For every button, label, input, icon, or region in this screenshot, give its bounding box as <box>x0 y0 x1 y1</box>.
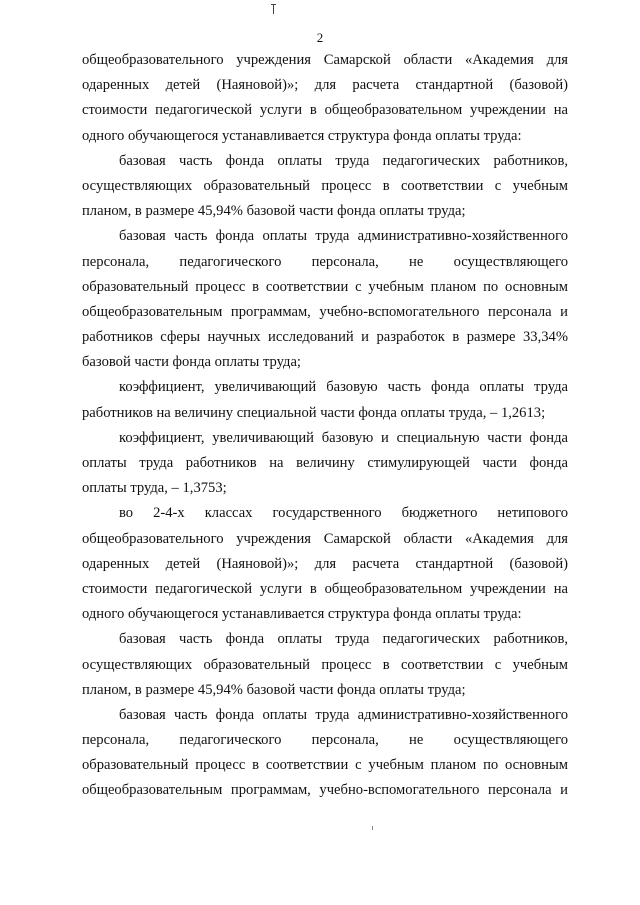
text-line: планом, в размере 45,94% базовой части фонда оплаты труда; <box>82 203 466 220</box>
text-line: общеобразовательным программам, учебно-вспомогательного персонала и <box>82 303 568 320</box>
scan-speck <box>372 826 373 830</box>
text-line: базовая часть фонда оплаты труда педагогических работников, <box>119 152 568 169</box>
text-line: стоимости педагогической услуги в общеобразовательном учреждении на <box>82 102 568 119</box>
text-line: общеобразовательного учреждения Самарской области «Академия для <box>82 530 568 547</box>
text-line: работников на величину специальной части фонда оплаты труда, – 1,2613; <box>82 404 546 421</box>
text-line: во 2-4-х классах государственного бюджетного нетипового <box>119 505 568 522</box>
text-line: одаренных детей (Наяновой)»; для расчета стандартной (базовой) <box>82 555 568 572</box>
text-line: работников сферы научных исследований и разработок в размере 33,34% <box>82 329 568 346</box>
text-line: образовательный процесс в соответствии с учебным планом по основным <box>82 278 568 295</box>
text-line: одаренных детей (Наяновой)»; для расчета стандартной (базовой) <box>82 77 568 94</box>
text-line: оплаты труда, – 1,3753; <box>82 480 227 497</box>
text-line: персонала, педагогического персонала, не осуществляющего <box>82 253 568 270</box>
text-line: коэффициент, увеличивающий базовую и специальную части фонда <box>119 429 568 446</box>
document-body <box>82 48 568 804</box>
text-line: коэффициент, увеличивающий базовую часть фонда оплаты труда <box>119 379 568 396</box>
text-line: оплаты труда работников на величину стимулирующей части фонда <box>82 455 568 471</box>
text-line: осуществляющих образовательный процесс в соответствии с учебным <box>82 656 568 673</box>
text-line: базовая часть фонда оплаты труда административно-хозяйственного <box>119 706 568 723</box>
text-line: общеобразовательным программам, учебно-вспомогательного персонала и <box>82 782 568 799</box>
text-line: одного обучающегося устанавливается структура фонда оплаты труда: <box>82 606 522 623</box>
text-line: персонала, педагогического персонала, не осуществляющего <box>82 732 568 749</box>
page-number: 2 <box>316 30 324 45</box>
text-line: базовой части фонда оплаты труда; <box>82 354 301 371</box>
top-scan-mark <box>273 4 274 14</box>
text-line: базовая часть фонда оплаты труда педагогических работников, <box>119 631 568 648</box>
text-line: стоимости педагогической услуги в общеобразовательном учреждении на <box>82 580 568 597</box>
text-line: общеобразовательного учреждения Самарской области «Академия для <box>82 52 568 68</box>
text-line: одного обучающегося устанавливается структура фонда оплаты труда: <box>82 127 522 144</box>
text-line: образовательный процесс в соответствии с учебным планом по основным <box>82 757 568 774</box>
text-line: базовая часть фонда оплаты труда административно-хозяйственного <box>119 228 568 245</box>
text-line: осуществляющих образовательный процесс в соответствии с учебным <box>82 177 568 194</box>
text-line: планом, в размере 45,94% базовой части фонда оплаты труда; <box>82 681 466 698</box>
